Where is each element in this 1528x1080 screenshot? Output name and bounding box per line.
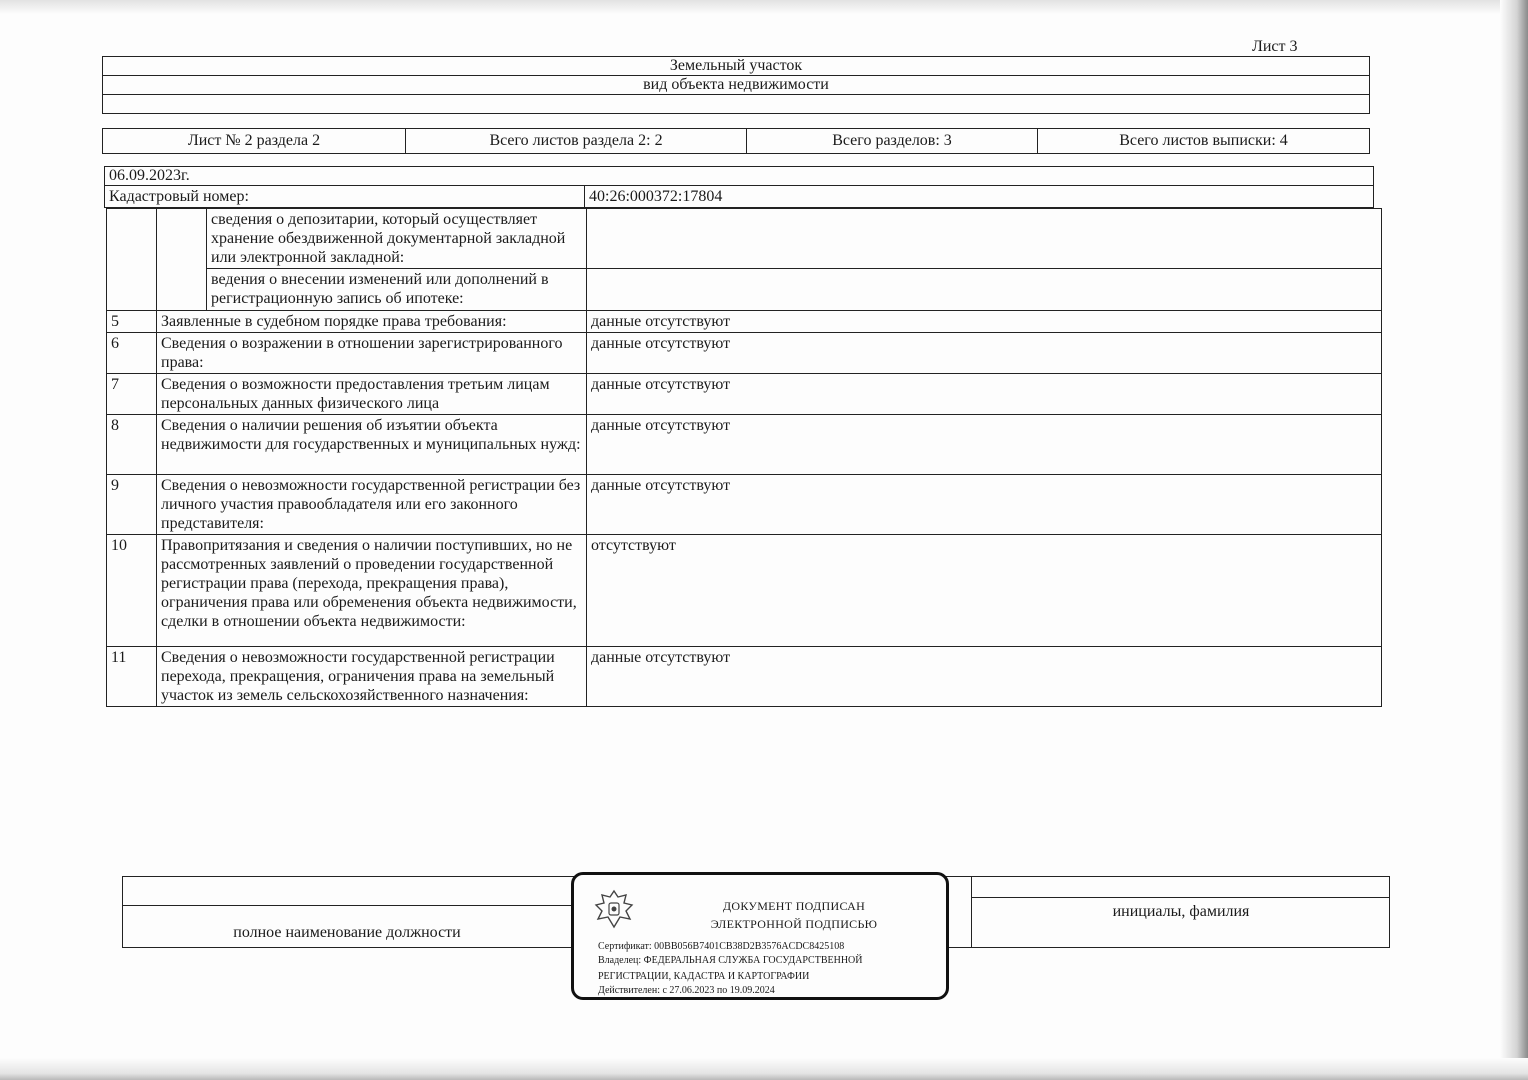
stamp-validity: Действителен: с 27.06.2023 по 19.09.2024 [598, 985, 775, 996]
row-value: данные отсутствуют [587, 374, 1382, 415]
table-row [107, 209, 1382, 269]
row-value: данные отсутствуют [587, 647, 1382, 707]
total-sheets-section: Всего листов раздела 2: 2 [406, 129, 747, 153]
sheet-label: Лист 3 [1252, 38, 1298, 55]
date-cadastral-block [104, 166, 1374, 208]
row-label: Заявленные в судебном порядке права требования: [157, 311, 587, 333]
cadastral-number: 40:26:000372:17804 [589, 188, 723, 205]
row-subnum-empty [157, 209, 207, 311]
row-number: 5 [107, 311, 157, 333]
row-label: Сведения о невозможности государственной регистрации без личного участия правообладателя или его законного представителя: [157, 475, 587, 535]
sheet-of-section: Лист № 2 раздела 2 [103, 129, 406, 153]
row-value: данные отсутствуют [587, 415, 1382, 475]
name-caption: инициалы, фамилия [1112, 903, 1250, 920]
row-number: 8 [107, 415, 157, 475]
scan-edge-top [0, 0, 1528, 14]
row-value: данные отсутствуют [587, 475, 1382, 535]
table-row [107, 647, 1382, 707]
stamp-line-1: ДОКУМЕНТ ПОДПИСАН [722, 899, 866, 913]
scan-edge-bottom [0, 1058, 1528, 1080]
table-row [107, 333, 1382, 374]
row-label: Сведения о наличии решения об изъятии объекта недвижимости для государственных и муниципальных нужд: [157, 415, 587, 475]
sub-row-label: сведения о депозитарии, который осуществляет хранение обездвиженной документарной закладной или электронной закладной: [207, 209, 587, 269]
object-name: Земельный участок [669, 57, 803, 74]
eagle-emblem-icon [592, 887, 636, 931]
extract-date: 06.09.2023г. [105, 167, 1373, 186]
table-row [107, 311, 1382, 333]
table-row [107, 415, 1382, 475]
row-value: данные отсутствуют [587, 333, 1382, 374]
stamp-certificate: Сертификат: 00BB056B7401CB38D2B3576ACDC8425108 [598, 941, 845, 952]
row-label: Правопритязания и сведения о наличии поступивших, но не рассмотренных заявлений о проведении государственной регистрации права (перехода, прекращения права), ограничения права или обременения объекта недвижимости, сделки в отношении объекта недвижимости: [157, 535, 587, 647]
name-cell [971, 877, 1390, 947]
row-label: Сведения о невозможности государственной регистрации перехода, прекращения, ограничения права на земельный участок из земель сельскохозяйственного назначения: [157, 647, 587, 707]
row-number: 7 [107, 374, 157, 415]
sub-row-label: ведения о внесении изменений или дополнений в регистрационную запись об ипотеке: [207, 269, 587, 311]
row-value: отсутствуют [587, 535, 1382, 647]
table-row [107, 475, 1382, 535]
stamp-owner-1: Владелец: ФЕДЕРАЛЬНАЯ СЛУЖБА ГОСУДАРСТВЕННОЙ [598, 955, 863, 966]
total-sheets-extract: Всего листов выписки: 4 [1119, 132, 1288, 149]
sub-row-value [587, 269, 1382, 311]
object-header [102, 56, 1370, 114]
header-spacer [103, 94, 1369, 113]
e-signature-stamp [571, 872, 949, 1000]
row-label: Сведения о возможности предоставления третьим лицам персональных данных физического лица [157, 374, 587, 415]
table-row [107, 535, 1382, 647]
row-label: Сведения о возражении в отношении зарегистрированного права: [157, 333, 587, 374]
table-row [107, 269, 1382, 311]
sub-row-value [587, 209, 1382, 269]
row-number: 10 [107, 535, 157, 647]
row-number: 9 [107, 475, 157, 535]
meta-row [102, 128, 1370, 154]
row-number: 11 [107, 647, 157, 707]
scan-edge-right [1500, 0, 1528, 1080]
records-table [106, 208, 1382, 707]
object-type-caption: вид объекта недвижимости [103, 75, 1369, 94]
stamp-owner-2: РЕГИСТРАЦИИ, КАДАСТРА И КАРТОГРАФИИ [598, 971, 810, 982]
row-value: данные отсутствуют [587, 311, 1382, 333]
total-sections: Всего разделов: 3 [747, 129, 1038, 153]
cadastral-label: Кадастровый номер: [105, 186, 585, 208]
row-number: 6 [107, 333, 157, 374]
row-num-empty [107, 209, 157, 311]
position-caption: полное наименование должности [123, 905, 571, 947]
table-row [107, 374, 1382, 415]
stamp-line-2: ЭЛЕКТРОННОЙ ПОДПИСЬЮ [710, 917, 878, 931]
